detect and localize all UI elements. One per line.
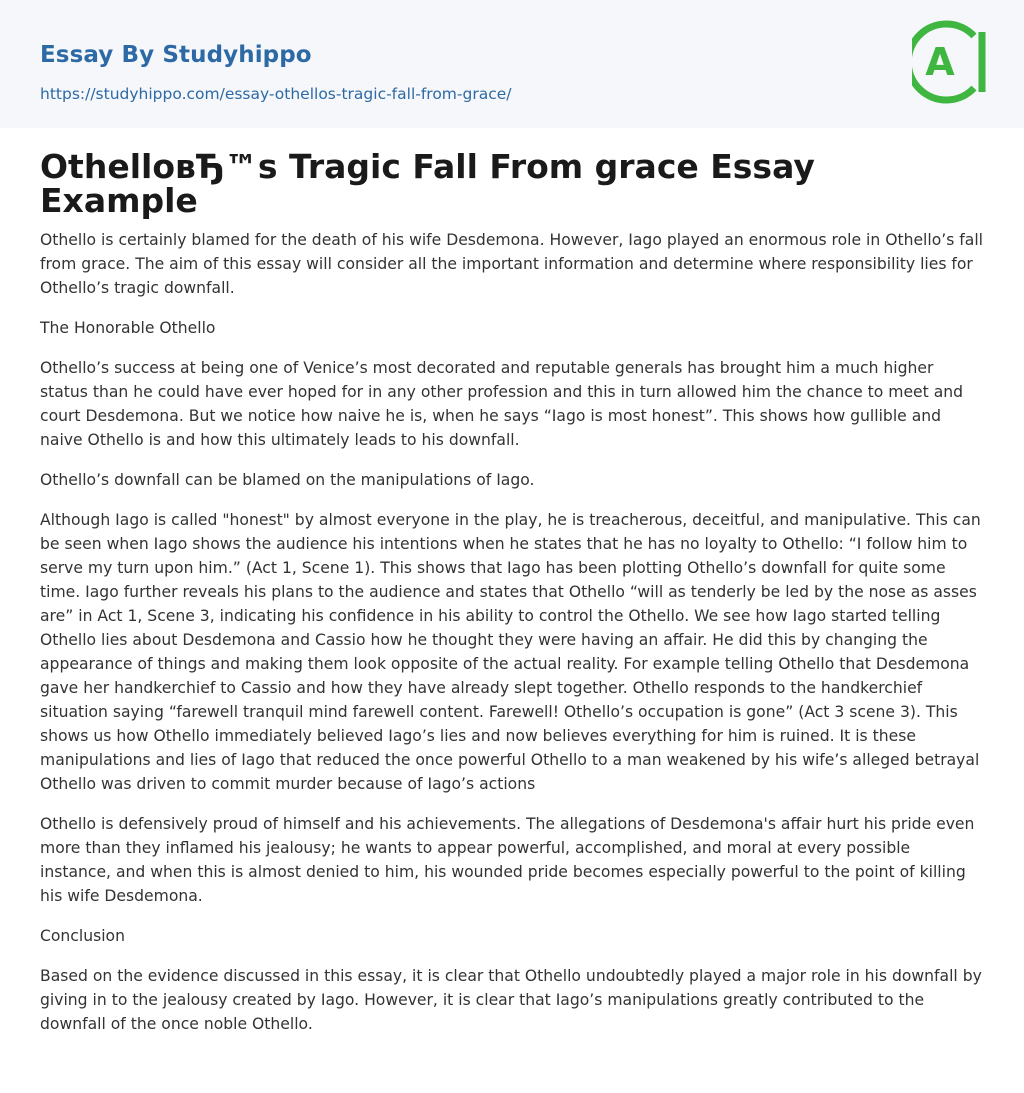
site-header bbox=[0, 0, 1024, 128]
logo-letter: A bbox=[925, 40, 955, 84]
essay-paragraph: Othello’s success at being one of Venice’s most decorated and reputable generals has brought him a much higher status than he could have ever hoped for in any other profession and this in turn allowed him the chance to meet and court Desdemona. But we notice how naive he is, when he says “Iago is most honest”. This shows how gullible and naive Othello is and how this ultimately leads to his downfall. bbox=[40, 359, 964, 449]
essay-paragraph: Othello is defensively proud of himself and his achievements. The allegations of Desdemona's affair hurt his pride even more than they inflamed his jealousy; he wants to appear powerful, accomplished, and moral at every possible instance, and when this is almost denied to him, his wounded pride becomes especially powerful to the point of killing his wife Desdemona. bbox=[40, 815, 975, 905]
essay-conclusion-paragraph: Based on the evidence discussed in this essay, it is clear that Othello undoubtedly played a major role in his downfall by giving in to the jealousy created by Iago. However, it is clear that Iago’s manipulations greatly contributed to the downfall of the once noble Othello. bbox=[40, 967, 982, 1033]
section-heading-honorable-othello: The Honorable Othello bbox=[40, 319, 216, 337]
site-brand[interactable]: Essay By Studyhippo bbox=[40, 42, 312, 68]
studyhippo-logo-icon[interactable] bbox=[912, 18, 988, 106]
essay-intro-paragraph: Othello is certainly blamed for the death of his wife Desdemona. However, Iago played an enormous role in Othello’s fall from grace. The aim of this essay will consider all the important information and determine where responsibility lies for Othello’s tragic downfall. bbox=[40, 231, 984, 297]
section-heading-manipulations: Othello’s downfall can be blamed on the manipulations of Iago. bbox=[40, 471, 535, 489]
essay-title: OthelloвЂ™s Tragic Fall From grace Essay Example bbox=[40, 147, 815, 220]
section-heading-conclusion: Conclusion bbox=[40, 927, 125, 945]
essay-url-link[interactable]: https://studyhippo.com/essay-othellos-tragic-fall-from-grace/ bbox=[40, 85, 512, 103]
essay-paragraph: Although Iago is called "honest" by almost everyone in the play, he is treacherous, deceitful, and manipulative. This can be seen when Iago shows the audience his intentions when he states that he has no loyalty to Othello: “I follow him to serve my turn upon him.” (Act 1, Scene 1). This shows that Iago has been plotting Othello’s downfall for quite some time. Iago further reveals his plans to the audience and states that Othello “will as tenderly be led by the nose as asses are” in Act 1, Scene 3, indicating his confidence in his ability to control the Othello. We see how Iago started telling Othello lies about Desdemona and Cassio how he thought they were having an affair. He did this by changing the appearance of things and making them look opposite of the actual reality. For example telling Othello that Desdemona gave her handkerchief to Cassio and how they have already slept together. Othello responds to the handkerchief situation saying “farewell tranquil mind farewell content. Farewell! Othello’s occupation is gone” (Act 3 scene 3). This shows us how Othello immediately believed Iago’s lies and now believes everything for him is ruined. It is these manipulations and lies of Iago that reduced the once powerful Othello to a man weakened by his wife’s alleged betrayal Othello was driven to commit murder because of Iago’s actions bbox=[40, 511, 981, 793]
essay-article bbox=[40, 147, 984, 1036]
